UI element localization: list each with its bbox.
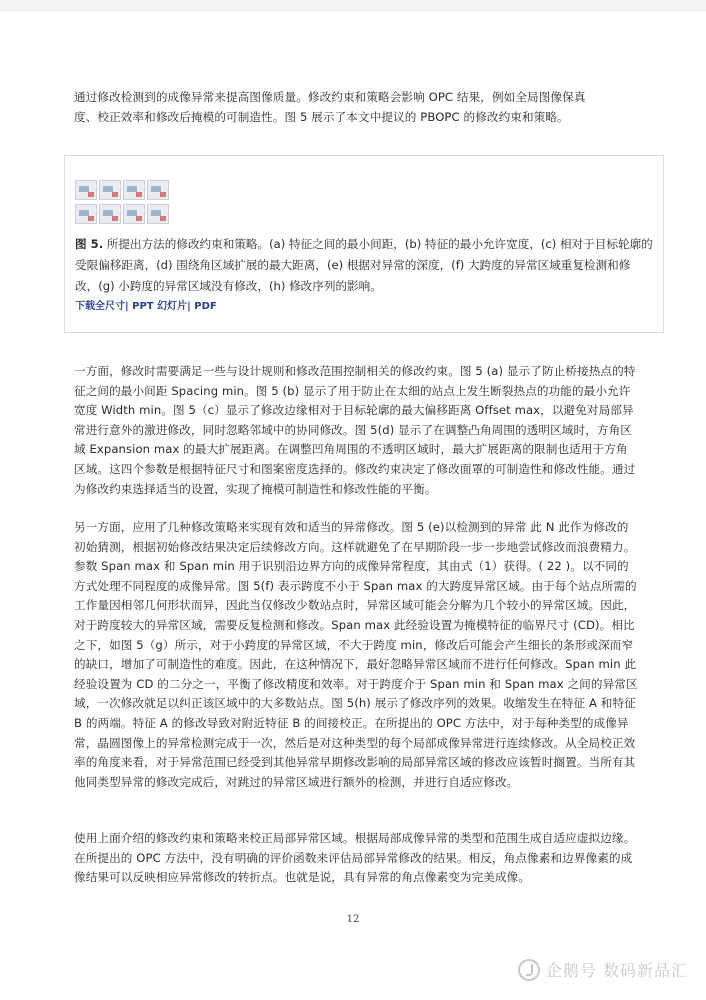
figure-caption-text: 所提出方法的修改约束和策略。(a) 特征之间的最小间距，(b) 特征的最小允许宽度，(c) 相对于目标轮廓的受限偏移距离，(d) 围绕角区域扩展的最大距离，(e) 根据对异常的深度，(f) 大跨度的异常区域重复检测和修改，(g) 小跨度的异常区域没有修改，(h) 修改序列的影响。 [75,237,653,293]
figure-thumbnail[interactable] [147,180,169,200]
page-number: 12 [346,914,360,925]
pdf-link[interactable]: PDF [194,301,217,312]
ppt-slide-link[interactable]: PPT 幻灯片 [132,301,188,312]
body-paragraph-correction: 使用上面介绍的修改约束和策略来校正局部异常区域。根据局部成像异常的类型和范围生成自适应虚拟边缘。在所提出的 OPC 方法中，没有明确的评价函数来评估局部异常修改的结果。相反，角点像素和边界像素的成像结果可以反映相应异常修改的转折点。也就是说，具有异常的角点像素变为完美成像。 [74,831,636,885]
intro-line-2: 度、校正效率和修改后掩模的可制造性。图 5 展示了本文中提议的 PBOPC 的修改约束和策略。 [74,109,569,124]
figure-thumbnail[interactable] [147,204,169,224]
body-paragraph-strategies: 另一方面，应用了几种修改策略来实现有效和适当的异常修改。图 5 (e)以检测到的异常 此 N 此作为修改的初始猜测，根据初始修改结果决定后续修改方向。这样就避免了在早期阶段一步一步地尝试修改而浪费精力。参数 Span max 和 Span min 用于识别沿边界方向的成像异常程度，其由式（1）获得。( 22 )。以不同的方式处理不同程度的成像异常。图 5(f) 表示跨度不小于 Span max 的大跨度异常区域。由于每个站点所需的工作量因相邻几何形状而异，因此当仅修改少数站点时，异常区域可能会分解为几个较小的异常区域。因此，对于跨度较大的异常区域，需要反复检测和修改。Span max 此经验设置为掩模特征的临界尺寸 (CD)。相比之下，如图 5（g）所示，对于小跨度的异常区域，不大于跨度 min，修改后可能会产生细长的条形或深而窄的缺口，增加了可制造性的难度。因此，在这种情况下，最好忽略异常区域而不进行任何修改。Span min 此经验设置为 CD 的二分之一，平衡了修改精度和效率。对于跨度介于 Span min 和 Span max 之间的异常区域，一次修改就足以纠正该区域中的大多数站点。图 5(h) 展示了修改序列的效果。收缩发生在特征 A 和特征 B 的两端。特征 A 的修改导致对附近特征 B 的间接校正。在所提出的 OPC 方法中，对于每种类型的成像异常，晶圆图像上的异常检测完成于一次，然后是对这种类型的每个局部成像异常进行连续修改。从全局校正效率的角度来看，对于异常范围已经受到其他异常早期修改影响的局部异常区域的修改应该暂时搁置。当所有其他同类型异常的修改完成后，对跳过的异常区域进行额外的检测，并进行自适应修改。 [74,520,638,789]
figure-thumbnail[interactable] [123,204,145,224]
watermark-text: 企鹅号 数码新品汇 [545,961,688,980]
link-separator: | [125,301,129,312]
figure-links [75,297,217,312]
body-paragraph-constraints: 一方面，修改时需要满足一些与设计规则和修改范围控制相关的修改约束。图 5 (a) 显示了防止桥接热点的特征之间的最小间距 Spacing min。图 5 (b) 显示了用于防止在太细的站点上发生断裂热点的功能的最小允许宽度 Width min。图 5（c）显示了修改边缘相对于目标轮廓的最大偏移距离 Offset max，以避免对局部异常进行意外的激进修改，同时忽略邻域中的协同修改。图 5(d) 显示了在调整凸角周围的透明区域时，方角区域 Expansion max 的最大扩展距离。在调整凹角周围的不透明区域时，最大扩展距离的限制也适用于方角区域。这四个参数是根据特征尺寸和图案密度选择的。修改约束决定了修改面罩的可制造性和修改性能。通过为修改约束选择适当的设置，实现了掩模可制造性和修改性能的平衡。 [74,364,636,496]
figure-thumbnail[interactable] [99,204,121,224]
figure-thumbnail[interactable] [123,180,145,200]
figure-box [64,155,664,333]
watermark [518,958,688,981]
link-separator: | [187,301,191,312]
top-bar [0,0,706,12]
figure-thumbnail-grid[interactable] [75,180,171,226]
intro-line-1: 通过修改检测到的成像异常来提高图像质量。修改约束和策略会影响 OPC 结果，例如全局图像保真 [74,90,586,104]
figure-thumbnail[interactable] [99,180,121,200]
download-full-size-link[interactable]: 下载全尺寸 [75,301,125,312]
penguin-logo-icon [518,959,540,981]
figure-label: 图 5. [75,237,104,251]
figure-thumbnail[interactable] [75,180,97,200]
figure-caption [75,234,653,297]
intro-paragraph [74,88,638,127]
figure-thumbnail[interactable] [75,204,97,224]
